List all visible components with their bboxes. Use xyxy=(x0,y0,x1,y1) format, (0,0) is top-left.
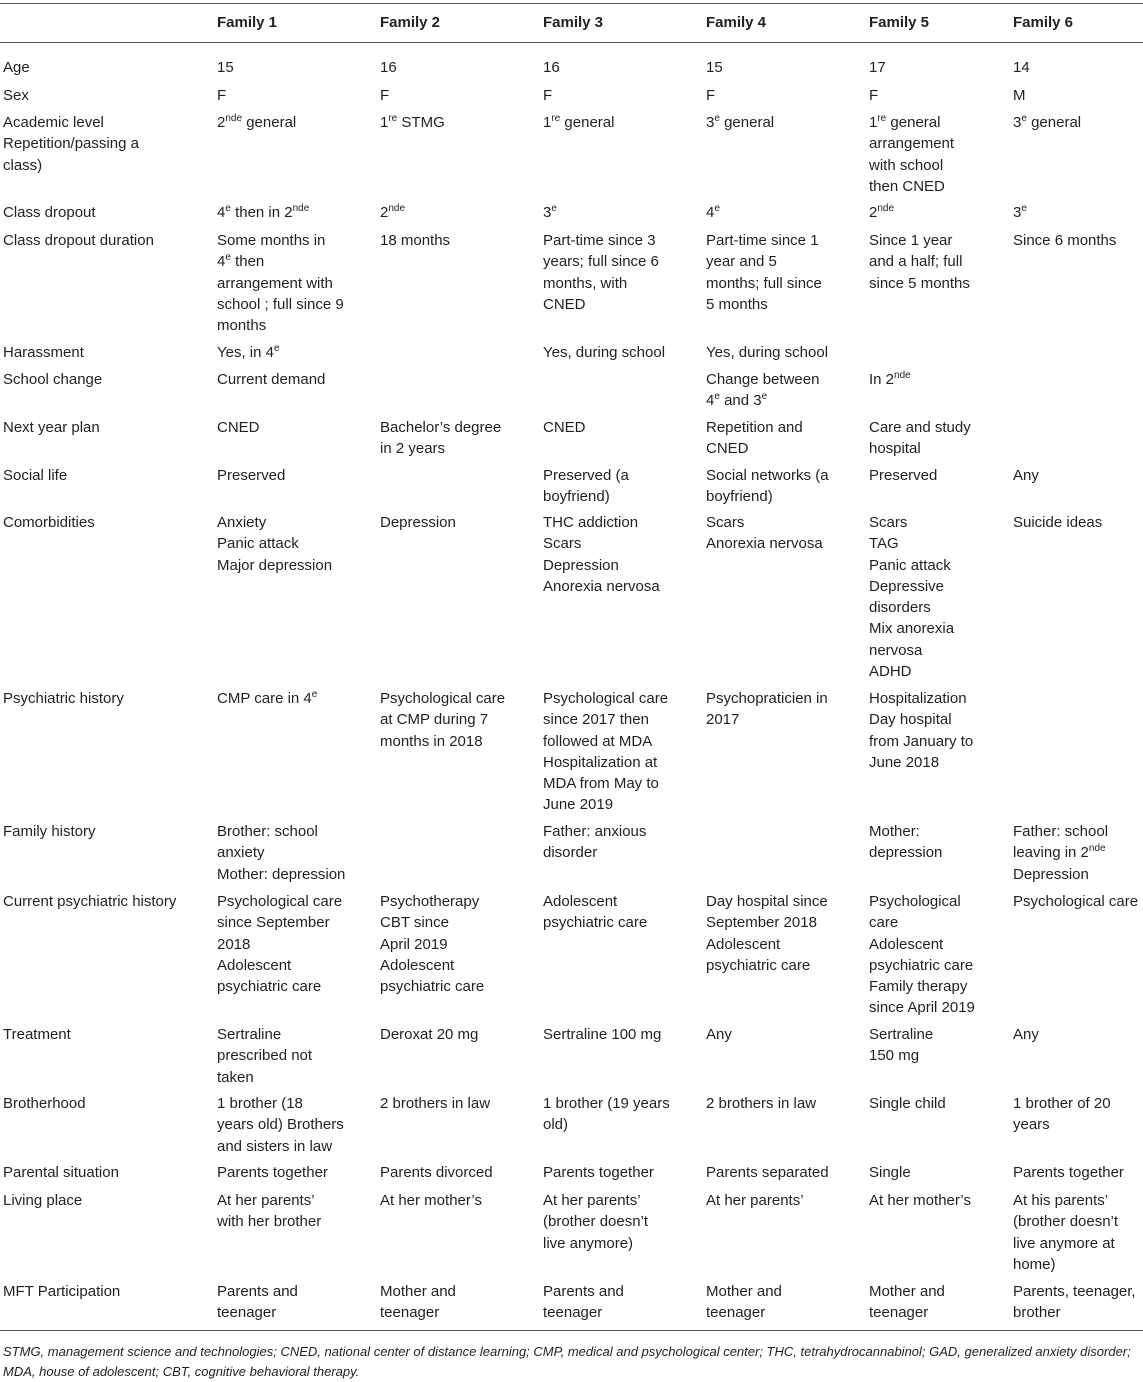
table-cell-family-4: Social networks (a boyfriend) xyxy=(706,467,829,506)
table-cell-family-1: 2nde general xyxy=(217,113,297,131)
table-cell-family-4: Repetition and CNED xyxy=(706,419,803,458)
table-cell-family-4: Psychopraticien in 2017 xyxy=(706,690,828,729)
row-label: Brotherhood xyxy=(3,1095,86,1112)
row-label: Comorbidities xyxy=(3,514,95,531)
table-cell-family-3: F xyxy=(543,87,553,104)
table-cell-family-4: Any xyxy=(706,1026,732,1043)
row-label: Current psychiatric history xyxy=(3,893,177,910)
table-cell-family-5: Single xyxy=(869,1164,911,1181)
column-header-family-1: Family 1 xyxy=(217,14,278,31)
table-cell-family-4: Mother and teenager xyxy=(706,1283,782,1322)
column-header-family-3: Family 3 xyxy=(543,14,604,31)
table-cell-family-1: CMP care in 4e xyxy=(217,689,318,707)
table-cell-family-5: 2nde xyxy=(869,203,895,221)
table-bottom-rule xyxy=(0,1330,1143,1331)
table-cell-family-6: Any xyxy=(1013,467,1039,484)
table-cell-family-6: 3e general xyxy=(1013,113,1082,131)
table-cell-family-3: Preserved (a boyfriend) xyxy=(543,467,629,506)
table-cell-family-1: Sertraline prescribed not taken xyxy=(217,1026,313,1086)
table-cell-family-4: 4e xyxy=(706,203,720,221)
table-cell-family-1: F xyxy=(217,87,227,104)
table-cell-family-1: 1 brother (18 years old) Brothers and sisters in law xyxy=(217,1095,344,1155)
table-cell-family-5: F xyxy=(869,87,879,104)
table-cell-family-3: 16 xyxy=(543,59,560,76)
table-cell-family-4: Parents separated xyxy=(706,1164,829,1181)
table-cell-family-2: 18 months xyxy=(380,232,451,249)
table-cell-family-2: Deroxat 20 mg xyxy=(380,1026,479,1043)
table-cell-family-6: Psychological care xyxy=(1013,893,1139,910)
table-cell-family-4: Change between 4e and 3e xyxy=(706,371,820,410)
table-cell-family-6: Since 6 months xyxy=(1013,232,1117,249)
table-cell-family-6: At his parents’ (brother doesn’t live anymore at home) xyxy=(1013,1192,1119,1273)
table-cell-family-6: M xyxy=(1013,87,1026,104)
row-label: Sex xyxy=(3,87,29,104)
column-header-family-6: Family 6 xyxy=(1013,14,1074,31)
table-cell-family-1: Some months in 4e then arrangement with school ; full since 9 months xyxy=(217,232,344,335)
table-cell-family-3: At her parents’ (brother doesn’t live anymore) xyxy=(543,1192,649,1252)
table-cell-family-3: Father: anxious disorder xyxy=(543,823,647,862)
table-cell-family-5: Mother and teenager xyxy=(869,1283,945,1322)
table-cell-family-1: CNED xyxy=(217,419,260,436)
table-cell-family-4: Day hospital since September 2018 Adolescent psychiatric care xyxy=(706,893,828,974)
table-cell-family-3: Parents and teenager xyxy=(543,1283,624,1322)
table-cell-family-4: Yes, during school xyxy=(706,344,829,361)
column-header-family-2: Family 2 xyxy=(380,14,441,31)
table-cell-family-6: 14 xyxy=(1013,59,1030,76)
table-cell-family-2: At her mother’s xyxy=(380,1192,482,1209)
row-label: Parental situation xyxy=(3,1164,119,1181)
table-cell-family-1: Parents together xyxy=(217,1164,328,1181)
table-cell-family-6: Suicide ideas xyxy=(1013,514,1103,531)
table-cell-family-2: 16 xyxy=(380,59,397,76)
table-cell-family-2: F xyxy=(380,87,390,104)
table-footnote: STMG, management science and technologies; CNED, national center of distance learning; CMP, medical and psychological center; THC, tetrahydrocannabinol; GAD, generalized anxiety disorder; MDA, house of adolescent; CBT, cognitive behavioral therapy. xyxy=(3,1344,1131,1379)
table-cell-family-5: Care and study hospital xyxy=(869,419,971,458)
table-cell-family-1: At her parents’ with her brother xyxy=(217,1192,322,1231)
row-label: Living place xyxy=(3,1192,83,1209)
row-label: Harassment xyxy=(3,344,84,361)
table-cell-family-5: Scars TAG Panic attack Depressive disorders Mix anorexia nervosa ADHD xyxy=(869,514,955,681)
table-cell-family-5: In 2nde xyxy=(869,370,911,388)
table-cell-family-3: Parents together xyxy=(543,1164,654,1181)
table-cell-family-5: Psychological care Adolescent psychiatric care Family therapy since April 2019 xyxy=(869,893,975,1017)
table-cell-family-2: 2 brothers in law xyxy=(380,1095,491,1112)
table-cell-family-6: Parents together xyxy=(1013,1164,1124,1181)
table-cell-family-6: Any xyxy=(1013,1026,1039,1043)
table-cell-family-5: Hospitalization Day hospital from January to June 2018 xyxy=(869,690,974,771)
row-label: School change xyxy=(3,371,103,388)
row-label: Academic level Repetition/passing a class) xyxy=(3,114,139,174)
table-cell-family-2: 2nde xyxy=(380,203,406,221)
row-label: Class dropout xyxy=(3,204,96,221)
table-cell-family-2: Psychological care at CMP during 7 months in 2018 xyxy=(380,690,506,750)
table-cell-family-3: Sertraline 100 mg xyxy=(543,1026,662,1043)
table-cell-family-6: 1 brother of 20 years xyxy=(1013,1095,1111,1134)
table-cell-family-5: Preserved xyxy=(869,467,938,484)
table-cell-family-4: At her parents’ xyxy=(706,1192,804,1209)
table-cell-family-2: Psychotherapy CBT since April 2019 Adolescent psychiatric care xyxy=(380,893,485,996)
table-cell-family-3: THC addiction Scars Depression Anorexia nervosa xyxy=(543,514,660,595)
table-cell-family-5: Sertraline 150 mg xyxy=(869,1026,934,1065)
table-cell-family-1: 15 xyxy=(217,59,234,76)
table-cell-family-5: Mother: depression xyxy=(869,823,943,862)
table-cell-family-4: F xyxy=(706,87,716,104)
table-cell-family-5: Since 1 year and a half; full since 5 months xyxy=(869,232,970,292)
table-cell-family-4: Part-time since 1 year and 5 months; full since 5 months xyxy=(706,232,822,313)
table-cell-family-6: Father: school leaving in 2nde Depression xyxy=(1013,823,1109,883)
table-cell-family-1: Yes, in 4e xyxy=(217,343,280,361)
table-cell-family-4: 3e general xyxy=(706,113,775,131)
table-cell-family-3: Part-time since 3 years; full since 6 months, with CNED xyxy=(543,232,659,313)
table-cell-family-3: CNED xyxy=(543,419,586,436)
table-cell-family-1: Preserved xyxy=(217,467,286,484)
table-top-rule xyxy=(0,3,1143,4)
table-cell-family-3: 1 brother (19 years old) xyxy=(543,1095,670,1134)
row-label: Psychiatric history xyxy=(3,690,124,707)
table-cell-family-1: Psychological care since September 2018 Adolescent psychiatric care xyxy=(217,893,343,996)
row-label: Family history xyxy=(3,823,96,840)
table-cell-family-2: 1re STMG xyxy=(380,113,445,131)
table-header-rule xyxy=(0,42,1143,43)
row-label: Class dropout duration xyxy=(3,232,154,249)
table-cell-family-3: Yes, during school xyxy=(543,344,666,361)
row-label: Social life xyxy=(3,467,68,484)
table-cell-family-2: Depression xyxy=(380,514,456,531)
table-cell-family-3: 3e xyxy=(543,203,557,221)
column-header-family-4: Family 4 xyxy=(706,14,767,31)
table-cell-family-6: Parents, teenager, brother xyxy=(1013,1283,1136,1322)
table-cell-family-5: Single child xyxy=(869,1095,946,1112)
table-cell-family-1: 4e then in 2nde xyxy=(217,203,310,221)
table-cell-family-3: Psychological care since 2017 then followed at MDA Hospitalization at MDA from May to June 2019 xyxy=(543,690,669,814)
table-cell-family-4: Scars Anorexia nervosa xyxy=(706,514,823,553)
table-cell-family-4: 2 brothers in law xyxy=(706,1095,817,1112)
row-label: MFT Participation xyxy=(3,1283,121,1300)
table-cell-family-1: Brother: school anxiety Mother: depression xyxy=(217,823,346,883)
table-cell-family-4: 15 xyxy=(706,59,723,76)
row-label: Age xyxy=(3,59,30,76)
table-cell-family-5: 1re general arrangement with school then CNED xyxy=(869,113,955,195)
row-label: Treatment xyxy=(3,1026,71,1043)
table-cell-family-2: Parents divorced xyxy=(380,1164,493,1181)
column-header-family-5: Family 5 xyxy=(869,14,930,31)
table-cell-family-5: At her mother’s xyxy=(869,1192,971,1209)
table-cell-family-2: Bachelor’s degree in 2 years xyxy=(380,419,502,458)
table-cell-family-1: Current demand xyxy=(217,371,326,388)
table-cell-family-1: Parents and teenager xyxy=(217,1283,298,1322)
row-label: Next year plan xyxy=(3,419,100,436)
table-cell-family-3: Adolescent psychiatric care xyxy=(543,893,648,932)
table-cell-family-5: 17 xyxy=(869,59,886,76)
table-cell-family-3: 1re general xyxy=(543,113,615,131)
table-cell-family-2: Mother and teenager xyxy=(380,1283,456,1322)
table-cell-family-1: Anxiety Panic attack Major depression xyxy=(217,514,333,574)
table-cell-family-6: 3e xyxy=(1013,203,1027,221)
